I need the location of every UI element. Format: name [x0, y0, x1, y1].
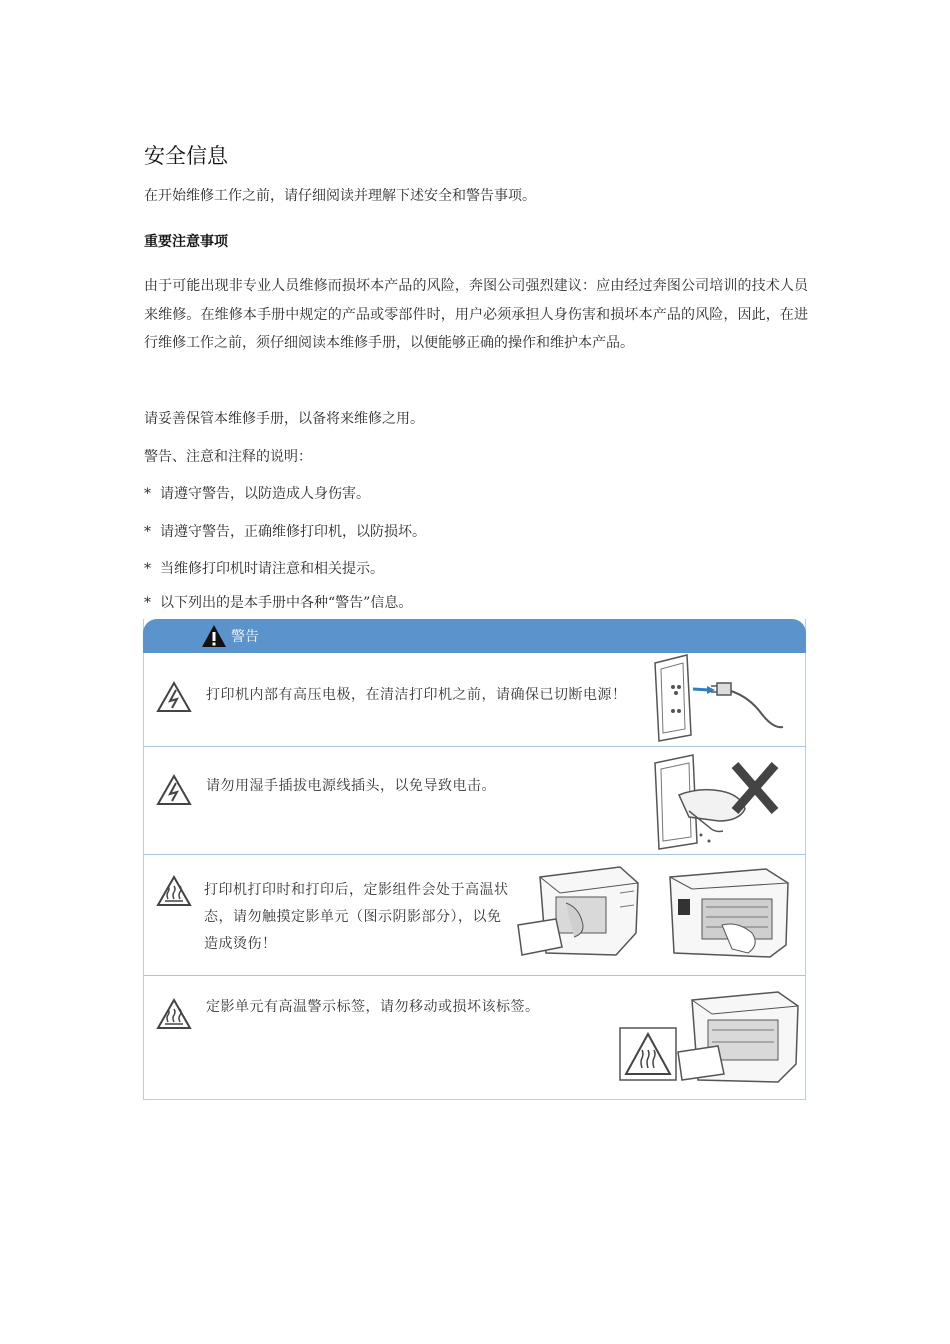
bullet-marker: * [144, 561, 151, 577]
bullet-item: * 以下列出的是本手册中各种“警告”信息。 [144, 595, 413, 611]
page-title: 安全信息 [144, 144, 228, 168]
warning-row [144, 855, 805, 976]
bullet-marker: * [144, 524, 151, 540]
warning-triangle-icon [201, 624, 227, 648]
bullet-item: * 请遵守警告，正确维修打印机，以防损坏。 [144, 524, 426, 540]
keep-manual-text: 请妥善保管本维修手册，以备将来维修之用。 [144, 411, 424, 427]
bullet-item: * 当维修打印机时请注意和相关提示。 [144, 561, 384, 577]
wet-hand-illustration [649, 751, 799, 851]
unplug-illustration [649, 653, 799, 745]
hot-surface-icon [156, 998, 192, 1030]
printer-label-illustration [618, 990, 804, 1086]
important-heading: 重要注意事项 [144, 234, 228, 250]
printer-rear-open-illustration [662, 865, 797, 965]
bullet-marker: * [144, 595, 151, 611]
warning-text: 请勿用湿手插拔电源线插头，以免导致电击。 [206, 778, 496, 794]
bullet-marker: * [144, 486, 151, 502]
warning-text: 定影单元有高温警示标签，请勿移动或损坏该标签。 [206, 999, 540, 1015]
printer-front-open-illustration [516, 863, 641, 963]
warning-header [143, 619, 806, 653]
warning-text: 打印机内部有高压电极，在清洁打印机之前，请确保已切断电源！ [206, 687, 627, 703]
warning-row [144, 747, 805, 855]
warning-row [144, 976, 805, 1099]
important-paragraph: 由于可能出现非专业人员维修而损坏本产品的风险，奔图公司强烈建议：应由经过奔图公司培训的技术人员来维修。在维修本手册中规定的产品或零部件时，用户必须承担人身伤害和损坏本产品的风险，因此，在进行维修工作之前，须仔细阅读本维修手册，以便能够正确的操作和维护本产品。 [144, 278, 808, 351]
bullet-item: * 请遵守警告，以防造成人身伤害。 [144, 486, 370, 502]
intro-text: 在开始维修工作之前，请仔细阅读并理解下述安全和警告事项。 [144, 188, 536, 204]
high-voltage-icon [156, 681, 192, 713]
high-voltage-icon [156, 774, 192, 806]
warning-text: 打印机打印时和打印后，定影组件会处于高温状态，请勿触摸定影单元（图示阴影部分），以免造成烫伤！ [204, 882, 509, 952]
explanation-text: 警告、注意和注释的说明： [144, 449, 312, 465]
warning-header-label: 警告 [231, 629, 259, 645]
warning-row [144, 653, 805, 747]
hot-surface-icon [156, 875, 192, 907]
